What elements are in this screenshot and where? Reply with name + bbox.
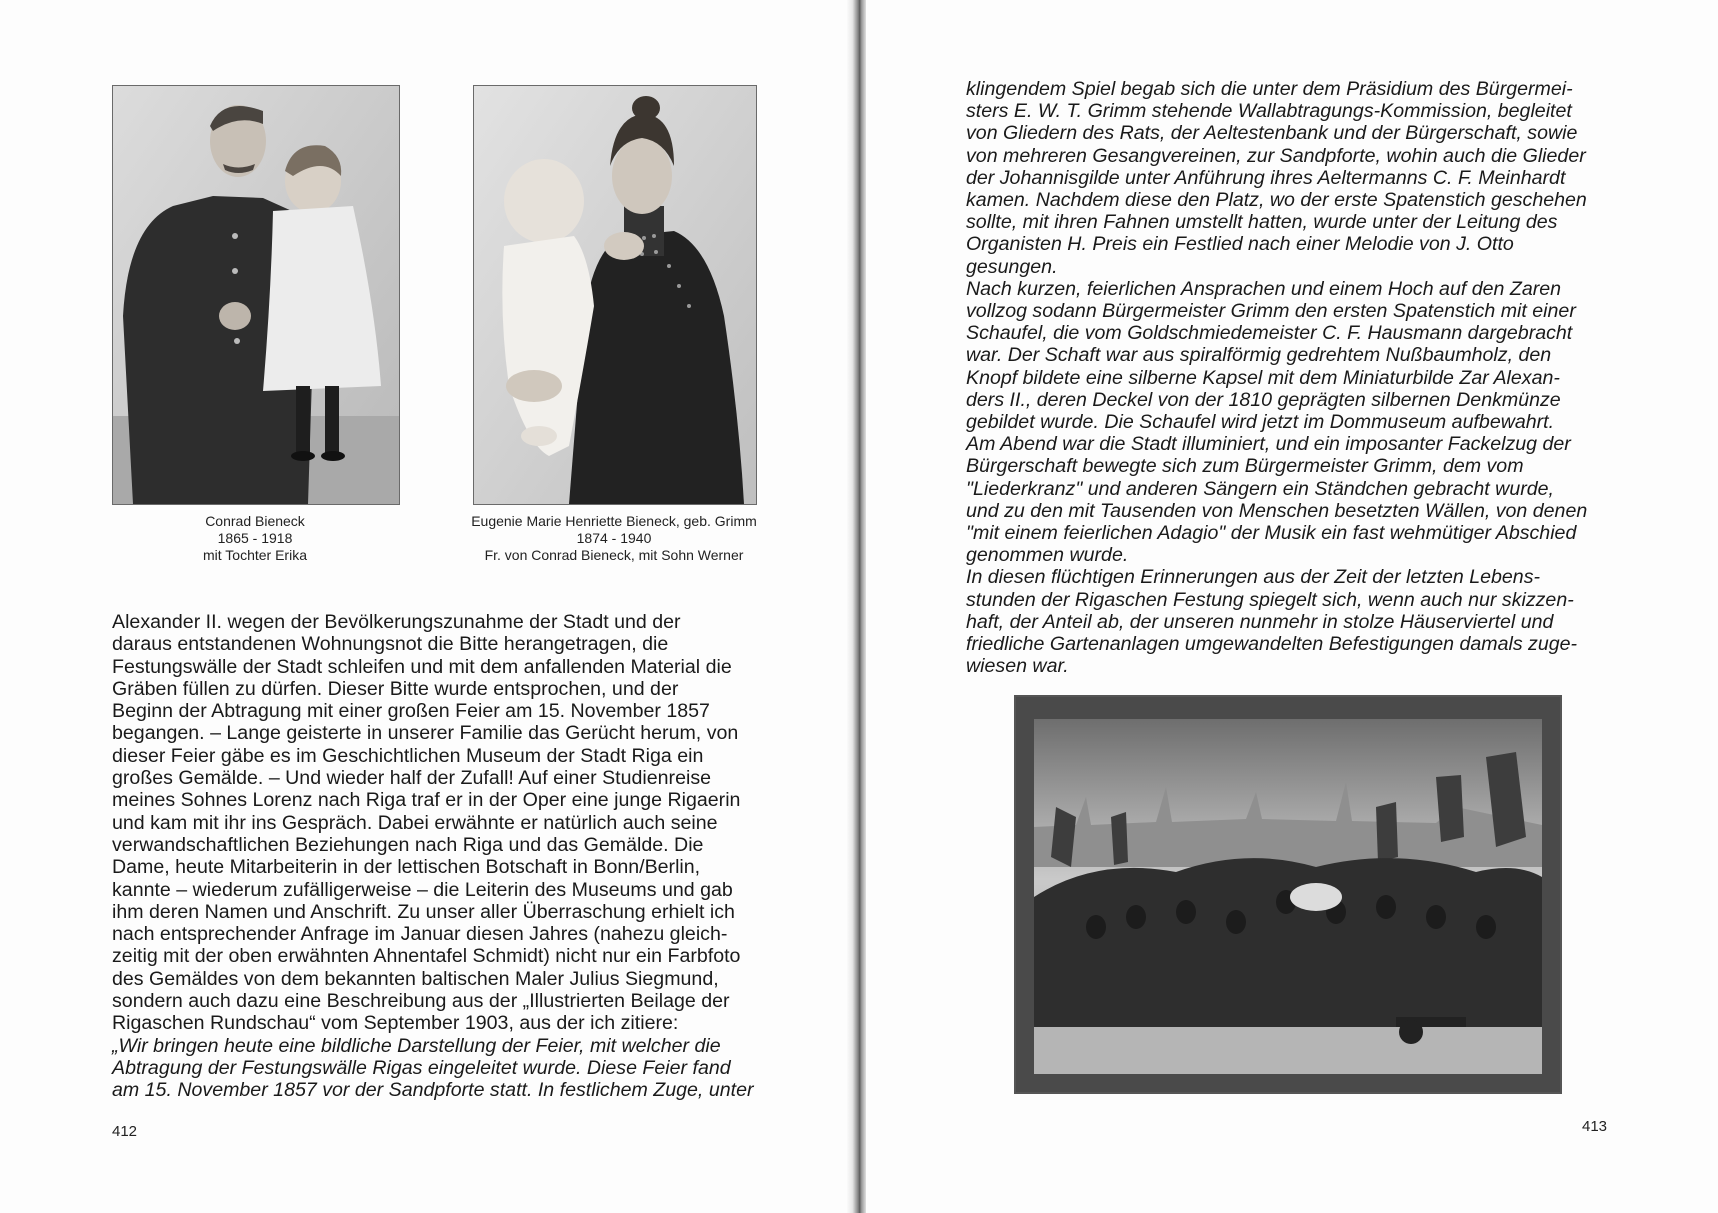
text-line: Rigaschen Rundschau“ vom September 1903, aus der ich zitiere: (112, 1012, 679, 1035)
quote-line: Knopf bildete eine silberne Kapsel mit dem Miniaturbilde Zar Alexan- (966, 366, 1560, 389)
text-line: ihm deren Namen und Anschrift. Zu unser aller Überraschung erhielt ich (112, 900, 735, 923)
quote-line: genommen wurde. (966, 544, 1129, 567)
caption-line: 1874 - 1940 (576, 530, 652, 546)
quote-line: am 15. November 1857 vor der Sandpforte statt. In festlichem Zuge, unter (112, 1079, 754, 1102)
text-line: und kam mit ihr ins Gespräch. Dabei erwähnte er natürlich auch seine (112, 811, 718, 834)
left-body-text (112, 611, 757, 1102)
caption-line: mit Tochter Erika (203, 547, 307, 563)
caption-line: Conrad Bieneck (205, 513, 305, 529)
text-line: daraus entstandenen Wohnungsnot die Bitte herangetragen, die (112, 633, 669, 656)
quote-line: haft, der Anteil ab, der unseren nunmehr in stolze Häuserviertel und (966, 610, 1554, 633)
quote-line: und zu den mit Tausenden von Menschen besetzten Wällen, von denen (966, 499, 1588, 522)
caption-line: Fr. von Conrad Bieneck, mit Sohn Werner (484, 547, 744, 563)
photo-eugenie-bieneck (473, 85, 757, 505)
quote-line: friedliche Gartenanlagen umgewandelten Befestigungen damals zuge- (966, 633, 1578, 656)
text-line: verwandschaftlichen Beziehungen nach Riga und das Gemälde. Die (112, 833, 704, 856)
quote-line: "Liederkranz" und anderen Sängern ein Ständchen gebracht wurde, (966, 477, 1554, 500)
quote-line: „Wir bringen heute eine bildliche Darstellung der Feier, mit welcher die (112, 1034, 721, 1057)
page-number-right: 413 (1582, 1118, 1608, 1135)
quote-line: Schaufel, die vom Goldschmiedemeister C. F. Hausmann dargebracht (966, 322, 1573, 345)
quote-line: klingendem Spiel begab sich die unter dem Präsidium des Bürgermei- (966, 78, 1573, 100)
quote-line: Am Abend war die Stadt illuminiert, und ein imposanter Fackelzug der (966, 433, 1571, 456)
text-line: Beginn der Abtragung mit einer großen Feier am 15. November 1857 (112, 700, 710, 723)
photo-eugenie-image (474, 86, 756, 504)
photo-1-caption (112, 513, 398, 564)
quote-line: wiesen war. (966, 655, 1069, 678)
left-page (0, 0, 852, 1213)
quote-line: der Johannisgilde unter Anführung ihres Aeltermanns C. F. Meinhardt (966, 166, 1566, 189)
quote-line: Organisten H. Preis ein Festlied nach einer Melodie von J. Otto (966, 233, 1514, 256)
text-line: des Gemäldes von dem bekannten baltischen Maler Julius Siegmund, (112, 967, 719, 990)
text-line: kannte – wiederum zufälligerweise – die Leiterin des Museums und gab (112, 878, 733, 901)
painting-festival-sandpforte (1014, 695, 1562, 1094)
quote-line: sollte, mit ihren Fahnen umstellt hatten, wurde unter der Leitung des (966, 211, 1558, 234)
quote-line: stunden der Rigaschen Festung spiegelt sich, wenn auch nur skizzen- (966, 588, 1574, 611)
page-number-left: 412 (112, 1123, 138, 1140)
text-line: Alexander II. wegen der Bevölkerungszunahme der Stadt und der (112, 611, 681, 633)
caption-line: 1865 - 1918 (217, 530, 293, 546)
quote-line: In diesen flüchtigen Erinnerungen aus der Zeit der letzten Lebens- (966, 566, 1541, 589)
quote-line: vollzog sodann Bürgermeister Grimm den ersten Spatenstich mit einer (966, 300, 1576, 323)
quote-line: Abtragung der Festungswälle Rigas eingeleitet wurde. Diese Feier fand (112, 1056, 731, 1079)
text-line: Gräben füllen zu dürfen. Dieser Bitte wurde entsprochen, und der (112, 677, 679, 700)
text-line: zeitig mit der oben erwähnten Ahnentafel Schmidt) nicht nur ein Farbfoto (112, 945, 741, 968)
quote-line: "mit einem feierlichen Adagio" der Musik ein fast wehmütiger Abschied (966, 522, 1577, 545)
quote-line: kamen. Nachdem diese den Platz, wo der erste Spatenstich geschehen (966, 189, 1587, 212)
right-page (866, 0, 1718, 1213)
quote-line: Nach kurzen, feierlichen Ansprachen und einem Hoch auf den Zaren (966, 277, 1562, 300)
photo-conrad-image (113, 86, 399, 504)
text-line: dieser Feier gäbe es im Geschichtlichen Museum der Stadt Riga ein (112, 744, 704, 767)
text-line: meines Sohnes Lorenz nach Riga traf er in der Oper eine junge Rigaerin (112, 789, 741, 812)
quote-line: von mehreren Gesangvereinen, zur Sandpforte, wohin auch die Glieder (966, 144, 1586, 167)
photo-conrad-bieneck (112, 85, 400, 505)
text-line: Festungswälle der Stadt schleifen und mit dem anfallenden Material die (112, 655, 732, 678)
photo-2-caption (460, 513, 768, 564)
right-body-text (966, 78, 1616, 677)
caption-line: Eugenie Marie Henriette Bieneck, geb. Grimm (471, 513, 757, 529)
text-line: sondern auch dazu eine Beschreibung aus der „Illustrierten Beilage der (112, 990, 730, 1013)
quote-line: war. Der Schaft war aus spiralförmig gedrehtem Nußbaumholz, den (966, 344, 1552, 367)
quote-line: gesungen. (966, 255, 1058, 278)
text-line: großes Gemälde. – Und wieder half der Zufall! Auf einer Studienreise (112, 767, 712, 790)
quote-line: Bürgerschaft bewegte sich zum Bürgermeister Grimm, dem vom (966, 455, 1524, 478)
painting-image (1016, 697, 1560, 1092)
text-line: Dame, heute Mitarbeiterin in der lettischen Botschaft in Bonn/Berlin, (112, 856, 701, 879)
quote-line: ders II., deren Deckel von der 1810 geprägten silbernen Denkmünze (966, 388, 1561, 411)
quote-line: gebildet wurde. Die Schaufel wird jetzt im Dommuseum aufbewahrt. (966, 411, 1555, 434)
quote-line: sters E. W. T. Grimm stehende Wallabtragungs-Kommission, begleitet (966, 100, 1572, 123)
text-line: begangen. – Lange geisterte in unserer Familie das Gerücht herum, von (112, 722, 739, 745)
quote-line: von Gliedern des Rats, der Aeltestenbank und der Bürgerschaft, sowie (966, 122, 1578, 145)
text-line: nach entsprechender Anfrage im Januar diesen Jahres (nahezu gleich- (112, 923, 728, 946)
